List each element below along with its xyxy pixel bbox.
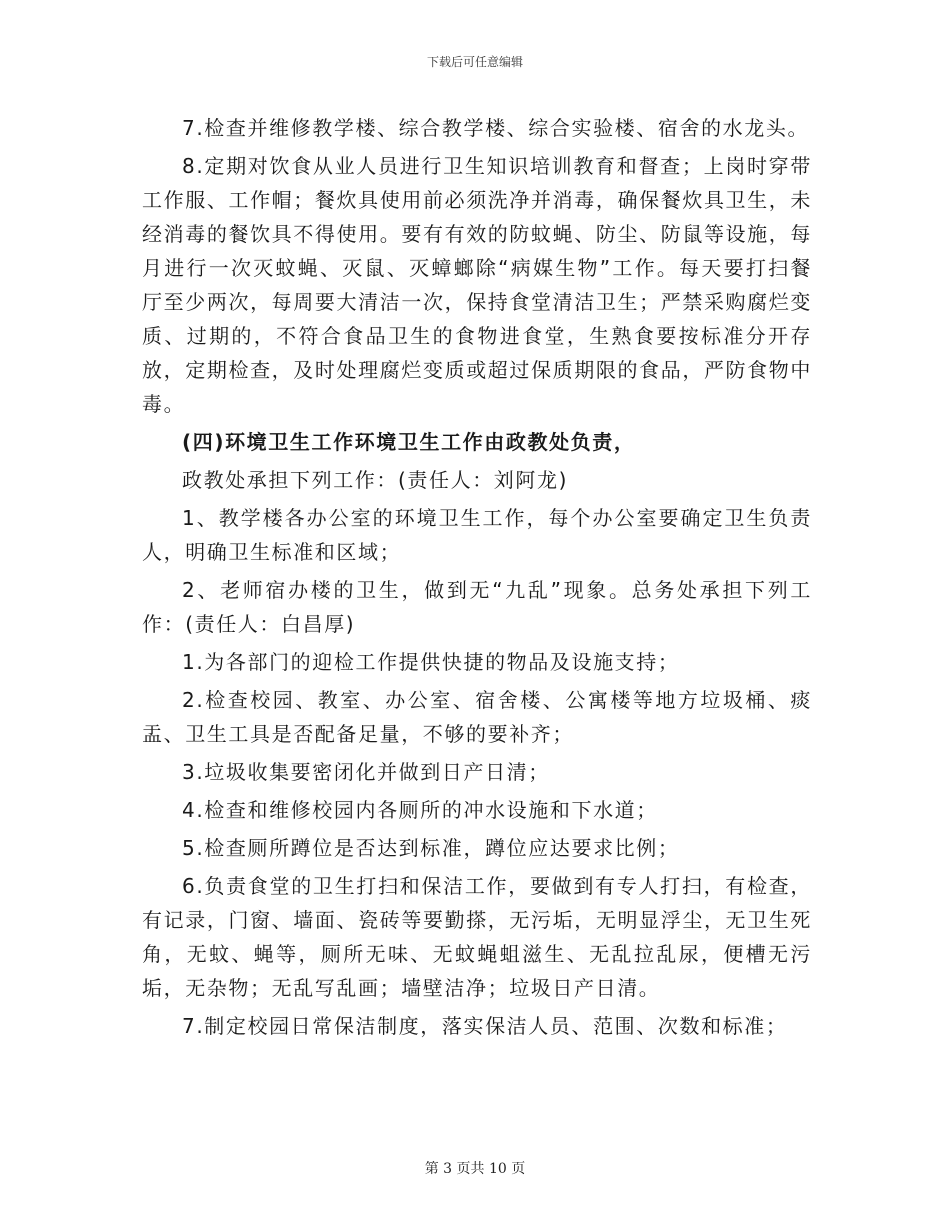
page-header: 下载后可任意编辑: [426, 55, 523, 69]
paragraph: 2、老师宿办楼的卫生，做到无“九乱”现象。总务处承担下列工作：(责任人：白昌厚): [142, 578, 812, 636]
page-footer: 第 3 页共 10 页: [424, 1161, 526, 1177]
paragraph: 4.检查和维修校园内各厕所的冲水设施和下水道；: [182, 798, 658, 822]
paragraph: 1、教学楼各办公室的环境卫生工作，每个办公室要确定卫生负责人，明确卫生标准和区域；: [142, 506, 812, 564]
paragraph: 7.制定校园日常保洁制度，落实保洁人员、范围、次数和标准；: [182, 1014, 788, 1038]
paragraph: 6.负责食堂的卫生打扫和保洁工作，要做到有专人打扫，有检查，有记录，门窗、墙面、瓷砖等要勤搽，无污垢，无明显浮尘，无卫生死角，无蚊、蝇等，厕所无味、无蚊蝇蛆滋生、无乱拉乱尿，便槽无污垢，无杂物；无乱写乱画；墙壁洁净；垃圾日产日清。: [142, 874, 812, 1000]
section-heading: (四)环境卫生工作环境卫生工作由政教处负责，: [182, 430, 636, 454]
paragraph: 政教处承担下列工作：(责任人：刘阿龙): [182, 468, 569, 492]
paragraph: 5.检查厕所蹲位是否达到标准，蹲位应达要求比例；: [182, 836, 680, 860]
paragraph: 2.检查校园、教室、办公室、宿舍楼、公寓楼等地方垃圾桶、痰盂、卫生工具是否配备足量，不够的要补齐；: [142, 688, 812, 746]
paragraph: 1.为各部门的迎检工作提供快捷的物品及设施支持；: [182, 650, 680, 674]
paragraph: 3.垃圾收集要密闭化并做到日产日清；: [182, 760, 550, 784]
document-body: [142, 111, 812, 1043]
paragraph: 7.检查并维修教学楼、综合教学楼、综合实验楼、宿舍的水龙头。: [182, 116, 810, 140]
paragraph: 8.定期对饮食从业人员进行卫生知识培训教育和督查；上岗时穿带工作服、工作帽；餐炊具使用前必须洗净并消毒，确保餐炊具卫生，未经消毒的餐饮具不得使用。要有有效的防蚊蝇、防尘、防鼠等设施，每月进行一次灭蚊蝇、灭鼠、灭蟑螂除“病媒生物”工作。每天要打扫餐厅至少两次，每周要大清洁一次，保持食堂清洁卫生；严禁采购腐烂变质、过期的，不符合食品卫生的食物进食堂，生熟食要按标准分开存放，定期检查，及时处理腐烂变质或超过保质期限的食品，严防食物中毒。: [142, 154, 812, 416]
